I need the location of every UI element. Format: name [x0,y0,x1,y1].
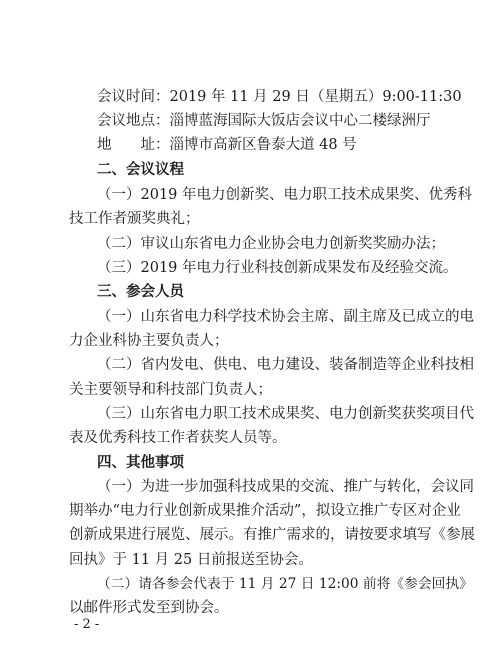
line-5: 技工作者颁奖典礼； [69,211,200,227]
line-18: 创新成果进行展览、展示。有推广需求的，请按要求填写《参展 [69,527,475,543]
line-3: 二、会议议程 [97,162,184,178]
line-8: 三、参会人员 [97,284,184,300]
line-1: 会议地点：淄博蓝海国际大饭店会议中心二楼绿洲厅 [97,113,431,129]
line-20: （二）请各参会代表于 11 月 27 日 12:00 前将《参会回执》 [97,576,473,592]
line-2: 地 址：淄博市高新区鲁泰大道 48 号 [97,137,357,153]
line-14: 表及优秀科技工作者获奖人员等。 [69,430,287,446]
line-9: （一）山东省电力科学技术协会主席、副主席及已成立的电 [97,309,474,325]
line-11: （二）省内发电、供电、电力建设、装备制造等企业科技相 [97,357,474,373]
line-15: 四、其他事项 [97,455,184,471]
page-number: - 2 - [74,617,100,632]
line-12: 关主要领导和科技部门负责人； [69,382,272,398]
line-10: 力企业科协主要负责人； [69,333,229,349]
line-17: 期举办“电力行业创新成果推介活动”，拟设立推广专区对企业 [69,503,461,519]
line-6: （二）审议山东省电力企业协会电力创新奖奖励办法； [97,236,445,252]
line-7: （三）2019 年电力行业科技创新成果发布及经验交流。 [97,260,458,276]
line-21: 以邮件形式发至到协会。 [69,600,229,616]
line-4: （一）2019 年电力创新奖、电力职工技术成果奖、优秀科 [97,187,473,203]
line-0: 会议时间：2019 年 11 月 29 日（星期五）9:00-11:30 [97,89,462,105]
line-19: 回执》于 11 月 25 日前报送至协会。 [69,552,313,568]
line-13: （三）山东省电力职工技术成果奖、电力创新奖获奖项目代 [97,406,474,422]
line-16: （一）为进一步加强科技成果的交流、推广与转化，会议同 [97,479,474,495]
